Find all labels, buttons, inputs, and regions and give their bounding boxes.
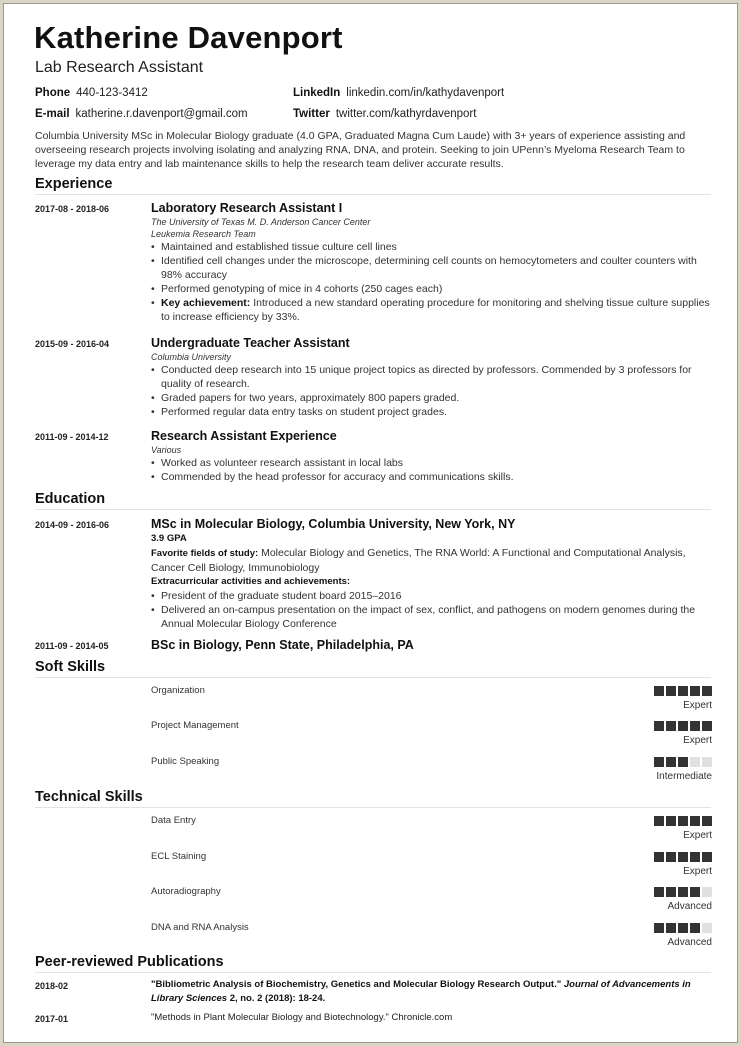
job-bullets	[151, 363, 711, 419]
skill-name: DNA and RNA Analysis	[151, 922, 249, 933]
publication-date: 2018-02	[35, 981, 69, 991]
rating-square-filled	[678, 887, 688, 897]
technical-skills-heading: Technical Skills	[35, 789, 143, 805]
publication-title: "Bibliometric Analysis of Biochemistry, Genetics and Molecular Biology Research Output."	[151, 979, 562, 990]
skill-row	[151, 720, 712, 750]
summary-text: Columbia University MSc in Molecular Biology graduate (4.0 GPA, Graduated Magna Cum Laude) with 3+ years of experience assisting and overseeing research projects involving isolating and analyzing RNA, DNA, and protein. Seeking to join UPenn’s Myeloma Research Team to leverage my data entry and lab maintenance skills to help the research team deliver accurate results.	[35, 130, 686, 170]
rating-square-filled	[702, 686, 712, 696]
experience-heading: Experience	[35, 176, 113, 192]
skill-name: Data Entry	[151, 815, 196, 826]
job-org: Various	[151, 445, 182, 455]
section-divider	[35, 509, 711, 510]
bullet-item: • Worked as volunteer research assistant in local labs	[151, 456, 711, 470]
skill-row	[151, 922, 712, 952]
skill-name: Organization	[151, 685, 205, 696]
rating-square-filled	[690, 721, 700, 731]
skill-name: Autoradiography	[151, 886, 221, 897]
rating-square-filled	[666, 923, 676, 933]
rating-square-filled	[678, 816, 688, 826]
rating-square-filled	[666, 887, 676, 897]
key-achievement-text: Introduced a new standard operating procedure for monitoring and shelving tissue culture supplies to increase efficiency by 33%.	[161, 297, 710, 323]
resume-page	[4, 4, 737, 1042]
candidate-role: Lab Research Assistant	[35, 59, 204, 76]
rating-square-filled	[654, 721, 664, 731]
rating-square-filled	[690, 887, 700, 897]
phone-value: 440-123-3412	[76, 87, 148, 99]
skill-rating-bar	[654, 923, 712, 933]
rating-square-filled	[690, 852, 700, 862]
degree-title: MSc in Molecular Biology, Columbia University, New York, NY	[151, 517, 516, 531]
email-value: katherine.r.davenport@gmail.com	[75, 108, 248, 120]
extracurricular-label: Extracurricular activities and achievements:	[151, 576, 351, 587]
job-title: Laboratory Research Assistant I	[151, 201, 343, 215]
section-divider	[35, 194, 711, 195]
rating-square-filled	[678, 852, 688, 862]
linkedin-label: LinkedIn	[293, 87, 341, 99]
experience-date: 2015-09 - 2016-04	[35, 339, 110, 349]
bullet-item: • Identified cell changes under the microscope, determining cell counts on hemocytometers and coulter counters with 98% accuracy	[151, 254, 711, 282]
skill-row	[151, 685, 712, 715]
education-date: 2011-09 - 2014-05	[35, 641, 109, 651]
skill-row	[151, 756, 712, 786]
linkedin-value: linkedin.com/in/kathydavenport	[346, 87, 505, 99]
rating-square-filled	[654, 852, 664, 862]
bullet-item: • Conducted deep research into 15 unique project topics as directed by professors. Commended by 3 professors for quality of research.	[151, 363, 711, 391]
publication-details: 2, no. 2 (2018): 18-24.	[229, 993, 326, 1004]
publication-entry	[151, 978, 711, 1006]
job-org: The University of Texas M. D. Anderson Cancer Center	[151, 217, 371, 227]
rating-square-filled	[690, 816, 700, 826]
job-team: Leukemia Research Team	[151, 229, 256, 239]
rating-square-empty	[702, 887, 712, 897]
rating-square-filled	[702, 852, 712, 862]
section-divider	[35, 972, 711, 973]
job-bullets	[151, 240, 711, 324]
rating-square-filled	[666, 686, 676, 696]
rating-square-filled	[690, 923, 700, 933]
skill-rating-bar	[654, 686, 712, 696]
rating-square-empty	[702, 757, 712, 767]
rating-square-filled	[654, 686, 664, 696]
rating-square-empty	[702, 923, 712, 933]
skill-level: Expert	[683, 866, 712, 877]
job-org: Columbia University	[151, 352, 232, 362]
job-title: Research Assistant Experience	[151, 429, 337, 443]
section-divider	[35, 677, 711, 678]
skill-level: Intermediate	[656, 771, 712, 782]
skill-rating-bar	[654, 852, 712, 862]
skill-row	[151, 815, 712, 845]
rating-square-filled	[666, 757, 676, 767]
rating-square-filled	[690, 686, 700, 696]
skill-level: Expert	[683, 830, 712, 841]
job-title: Undergraduate Teacher Assistant	[151, 336, 350, 350]
twitter-value: twitter.com/kathyrdavenport	[335, 108, 477, 120]
publication-journal: Journal of Advancements in Library Sciences	[151, 979, 691, 1004]
rating-square-filled	[702, 816, 712, 826]
education-entry	[151, 516, 711, 631]
rating-square-filled	[678, 923, 688, 933]
job-bullets	[151, 456, 711, 484]
experience-entry	[151, 428, 711, 484]
rating-square-filled	[654, 923, 664, 933]
bullet-item: • Performed genotyping of mice in 4 cohorts (250 cages each)	[151, 282, 711, 296]
resume-frame	[3, 3, 738, 1043]
bullet-item: • Maintained and established tissue culture cell lines	[151, 240, 711, 254]
soft-skills-heading: Soft Skills	[35, 659, 106, 675]
skill-level: Expert	[683, 700, 712, 711]
bullet-item: • Performed regular data entry tasks on student project grades.	[151, 405, 711, 419]
skill-rating-bar	[654, 757, 712, 767]
email-label: E-mail	[35, 108, 70, 120]
candidate-name: Katherine Davenport	[34, 20, 343, 55]
section-divider	[35, 807, 711, 808]
skill-name: ECL Staining	[151, 851, 207, 862]
rating-square-filled	[654, 757, 664, 767]
experience-entry	[151, 335, 711, 419]
skill-name: Project Management	[151, 720, 239, 731]
skill-level: Advanced	[667, 937, 712, 948]
contact-twitter	[293, 108, 476, 120]
twitter-label: Twitter	[293, 108, 330, 120]
rating-square-filled	[666, 852, 676, 862]
rating-square-filled	[678, 721, 688, 731]
fields-text: Molecular Biology and Genetics, The RNA World: A Functional and Computational Analysis, Cancer Cell Biology, Immunobiology	[151, 547, 686, 574]
degree-fields	[151, 546, 711, 575]
experience-entry	[151, 200, 711, 324]
rating-square-empty	[690, 757, 700, 767]
key-achievement-label: Key achievement:	[161, 297, 251, 309]
education-heading: Education	[35, 491, 106, 507]
phone-label: Phone	[35, 87, 71, 99]
skill-name: Public Speaking	[151, 756, 220, 767]
skill-row	[151, 886, 712, 916]
publication-date: 2017-01	[35, 1014, 69, 1024]
skill-level: Expert	[683, 735, 712, 746]
skill-level: Advanced	[667, 901, 712, 912]
education-entry	[151, 637, 711, 653]
rating-square-filled	[666, 816, 676, 826]
bullet-item: • Delivered an on-campus presentation on the impact of sex, conflict, and pathogens on modern genomes during the Annual Molecular Biology Conference	[151, 603, 711, 631]
publication-entry: "Methods in Plant Molecular Biology and Biotechnology." Chronicle.com	[151, 1012, 453, 1023]
skill-row	[151, 851, 712, 881]
contact-phone	[35, 87, 148, 99]
education-date: 2014-09 - 2016-06	[35, 520, 110, 530]
fields-label: Favorite fields of study:	[151, 548, 259, 559]
skill-rating-bar	[654, 816, 712, 826]
bullet-item: • Graded papers for two years, approximately 800 papers graded.	[151, 391, 711, 405]
rating-square-filled	[666, 721, 676, 731]
skill-rating-bar	[654, 887, 712, 897]
degree-title: BSc in Biology, Penn State, Philadelphia, PA	[151, 638, 414, 652]
rating-square-filled	[654, 816, 664, 826]
rating-square-filled	[702, 721, 712, 731]
rating-square-filled	[678, 757, 688, 767]
degree-bullets	[151, 589, 711, 631]
experience-date: 2011-09 - 2014-12	[35, 432, 109, 442]
bullet-item	[151, 296, 711, 324]
skill-rating-bar	[654, 721, 712, 731]
bullet-item: • President of the graduate student board 2015–2016	[151, 589, 711, 603]
experience-date: 2017-08 - 2018-06	[35, 204, 110, 214]
bullet-item: • Commended by the head professor for accuracy and communications skills.	[151, 470, 711, 484]
contact-linkedin	[293, 87, 504, 99]
publications-heading: Peer-reviewed Publications	[35, 954, 224, 970]
rating-square-filled	[654, 887, 664, 897]
rating-square-filled	[678, 686, 688, 696]
degree-gpa: 3.9 GPA	[151, 533, 187, 544]
contact-email	[35, 108, 248, 120]
